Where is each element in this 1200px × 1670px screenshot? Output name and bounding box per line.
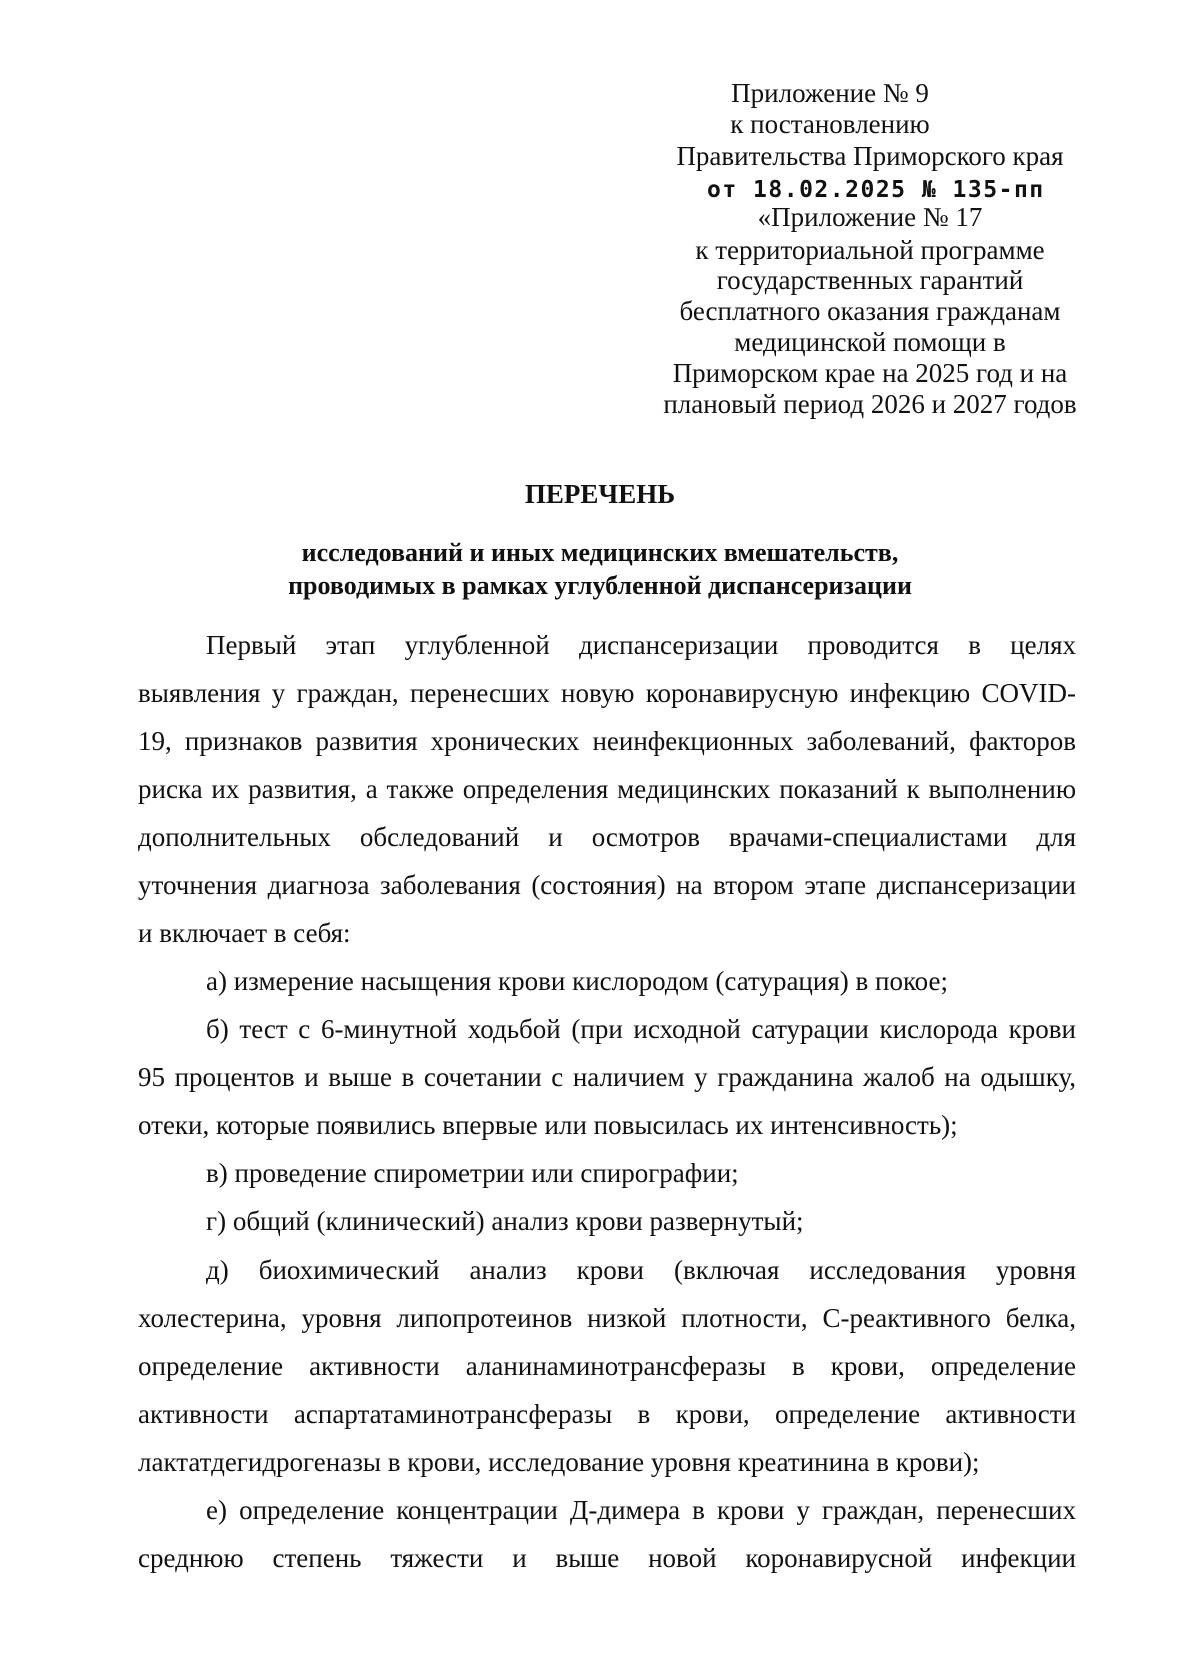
body-line: и включает в себя: xyxy=(138,918,351,948)
body-line: дополнительных обследований и осмотров врачами-специалистами для xyxy=(138,822,1076,852)
list-item-v: в) проведение спирометрии или спирографии; xyxy=(206,1158,739,1188)
body-line: определение активности аланинаминотрансферазы в крови, определение xyxy=(138,1351,1076,1381)
body-line: лактатдегидрогеназы в крови, исследование уровня креатинина в крови); xyxy=(138,1447,980,1477)
body-line: выявления у граждан, перенесших новую коронавирусную инфекцию COVID- xyxy=(138,678,1076,708)
body-line: активности аспартатаминотрансферазы в крови, определение активности xyxy=(138,1399,1076,1429)
body-line: уточнения диагноза заболевания (состояния) на втором этапе диспансеризации xyxy=(138,870,1076,900)
document-subtitle-line-1: исследований и иных медицинских вмешательств, xyxy=(301,538,899,567)
list-item-b: б) тест с 6-минутной ходьбой (при исходной сатурации кислорода крови xyxy=(206,1014,1076,1044)
list-item-a: а) измерение насыщения крови кислородом (сатурация) в покое; xyxy=(206,966,948,996)
document-subtitle-line-2: проводимых в рамках углубленной диспансеризации xyxy=(288,571,912,600)
body-line: среднюю степень тяжести и выше новой коронавирусной инфекции xyxy=(138,1543,1076,1573)
annex-line-3: государственных гарантий xyxy=(716,265,1024,295)
resolution-date-number: от 18.02.2025 № 135-пп xyxy=(707,177,1045,203)
header-line-resolution: к постановлению xyxy=(730,109,930,139)
list-item-g: г) общий (клинический) анализ крови развернутый; xyxy=(206,1206,804,1236)
body-line: 19, признаков развития хронических неинфекционных заболеваний, факторов xyxy=(138,726,1076,756)
list-item-d: д) биохимический анализ крови (включая исследования уровня xyxy=(206,1255,1076,1285)
annex-line-4: бесплатного оказания гражданам xyxy=(679,296,1061,326)
annex-line-1: «Приложение № 17 xyxy=(757,202,983,232)
body-line: холестерина, уровня липопротеинов низкой плотности, С-реактивного белка, xyxy=(138,1303,1076,1333)
annex-line-2: к территориальной программе xyxy=(695,235,1045,265)
body-line: 95 процентов и выше в сочетании с наличием у гражданина жалоб на одышку, xyxy=(138,1062,1076,1092)
body-line: отеки, которые появились впервые или повысилась их интенсивность); xyxy=(138,1110,958,1140)
body-line: риска их развития, а также определения медицинских показаний к выполнению xyxy=(138,774,1076,804)
annex-line-5: медицинской помощи в xyxy=(734,327,1006,357)
document-title: ПЕРЕЧЕНЬ xyxy=(524,479,676,509)
list-item-e: е) определение концентрации Д-димера в крови у граждан, перенесших xyxy=(206,1495,1076,1525)
annex-line-7: плановый период 2026 и 2027 годов xyxy=(663,389,1077,419)
header-line-government: Правительства Приморского края xyxy=(676,141,1064,171)
header-line-annex-number: Приложение № 9 xyxy=(731,78,929,108)
body-line: Первый этап углубленной диспансеризации проводится в целях xyxy=(206,630,1076,660)
annex-line-6: Приморском крае на 2025 год и на xyxy=(672,358,1068,388)
